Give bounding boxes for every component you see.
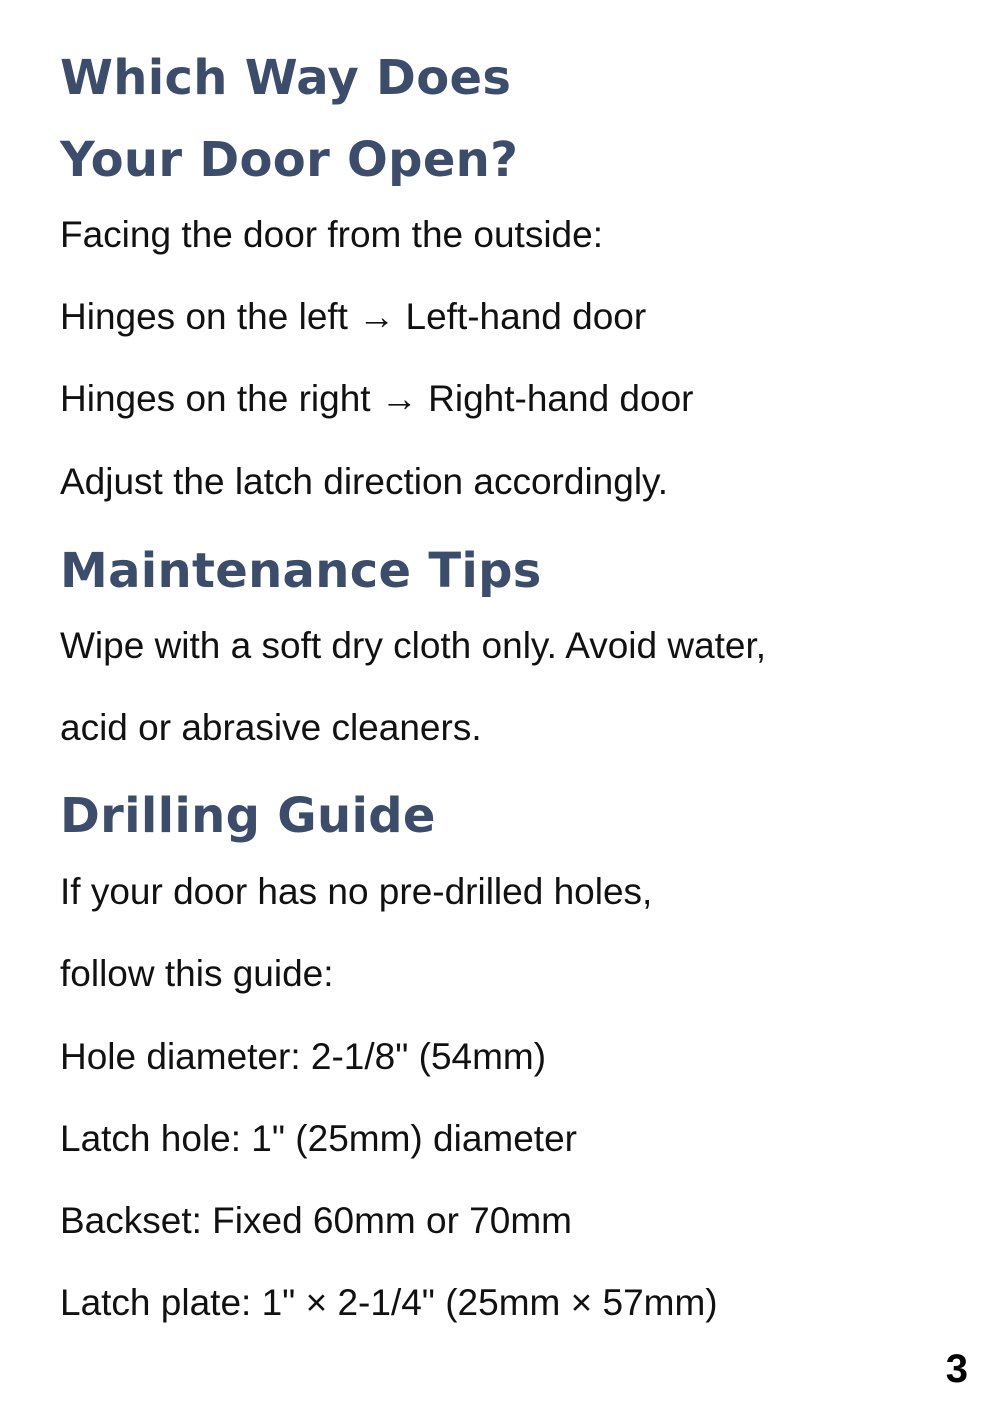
door-direction-text: Hinges on the left → Left-hand door [60,296,647,337]
drilling-guide-heading: Drilling Guide [60,788,436,844]
drilling-guide-text: Backset: Fixed 60mm or 70mm [60,1200,572,1241]
drilling-guide-text: Hole diameter: 2-1/8" (54mm) [60,1036,547,1077]
drilling-guide-text: follow this guide: [60,953,334,994]
door-direction-heading-line-2: Your Door Open? [60,132,519,188]
maintenance-text: Wipe with a soft dry cloth only. Avoid water, [60,625,767,666]
door-direction-text: Adjust the latch direction accordingly. [60,461,669,502]
page-number: 3 [945,1347,968,1391]
maintenance-tips-heading: Maintenance Tips [60,543,542,599]
door-direction-heading-line-1: Which Way Does [60,50,512,106]
drilling-guide-text: Latch hole: 1" (25mm) diameter [60,1118,577,1159]
door-direction-text: Hinges on the right → Right-hand door [60,378,694,419]
maintenance-text: acid or abrasive cleaners. [60,707,482,748]
drilling-guide-text: If your door has no pre-drilled holes, [60,871,653,912]
drilling-guide-text: Latch plate: 1" × 2-1/4" (25mm × 57mm) [60,1282,718,1323]
door-direction-text: Facing the door from the outside: [60,214,603,255]
